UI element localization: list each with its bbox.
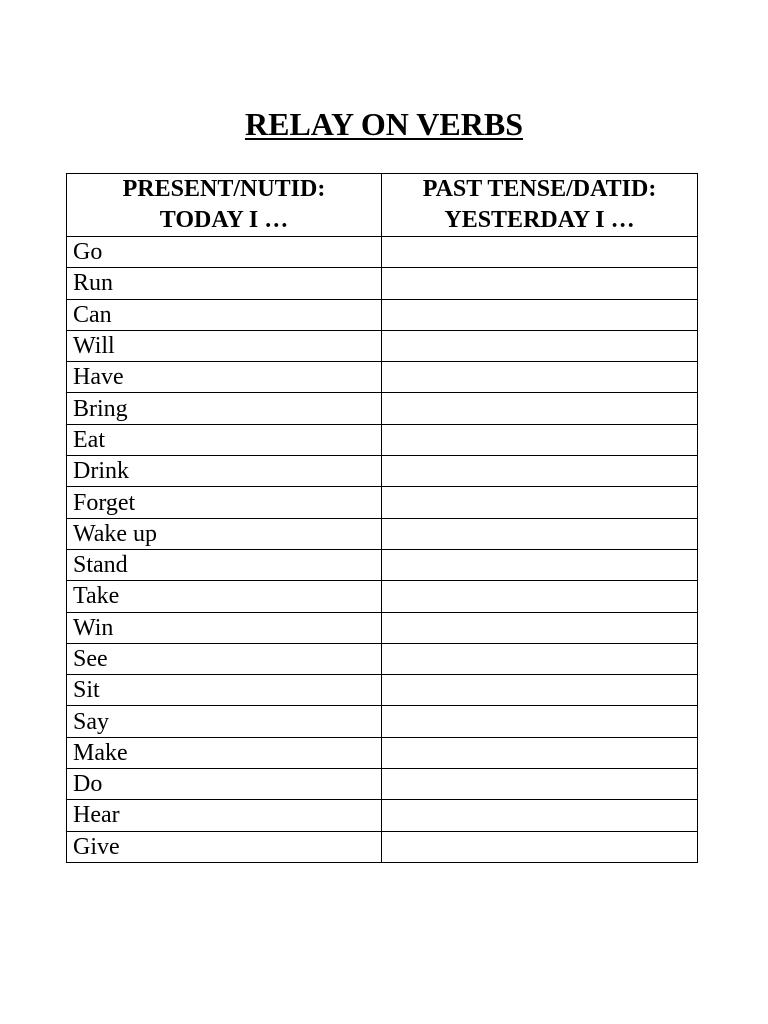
past-tense-cell[interactable]: [382, 581, 698, 612]
past-tense-cell[interactable]: [382, 643, 698, 674]
past-tense-cell[interactable]: [382, 612, 698, 643]
past-tense-cell[interactable]: [382, 769, 698, 800]
header-past: [382, 174, 698, 237]
header-present: [67, 174, 382, 237]
present-verb-cell: Will: [67, 330, 382, 361]
past-tense-cell[interactable]: [382, 549, 698, 580]
past-tense-cell[interactable]: [382, 393, 698, 424]
table-row: [67, 581, 698, 612]
present-verb-cell: Bring: [67, 393, 382, 424]
present-verb-cell: Do: [67, 769, 382, 800]
present-verb-cell: Drink: [67, 456, 382, 487]
past-tense-cell[interactable]: [382, 330, 698, 361]
past-tense-cell[interactable]: [382, 518, 698, 549]
table-row: [67, 643, 698, 674]
table-row: [67, 330, 698, 361]
header-past-line1: PAST TENSE/DATID:: [422, 176, 657, 202]
present-verb-cell: Take: [67, 581, 382, 612]
past-tense-cell[interactable]: [382, 237, 698, 268]
present-verb-cell: Can: [67, 299, 382, 330]
table-row: [67, 706, 698, 737]
table-row: [67, 549, 698, 580]
present-verb-cell: Wake up: [67, 518, 382, 549]
past-tense-cell[interactable]: [382, 424, 698, 455]
table-row: [67, 237, 698, 268]
present-verb-cell: Go: [67, 237, 382, 268]
present-verb-cell: Run: [67, 268, 382, 299]
present-verb-cell: Give: [67, 831, 382, 862]
table-row: [67, 675, 698, 706]
table-row: [67, 800, 698, 831]
present-verb-cell: Eat: [67, 424, 382, 455]
table-row: [67, 831, 698, 862]
table-header-row: [67, 174, 698, 237]
page-title-text: RELAY ON VERBS: [244, 106, 523, 142]
past-tense-cell[interactable]: [382, 362, 698, 393]
past-tense-cell[interactable]: [382, 268, 698, 299]
table-row: [67, 518, 698, 549]
past-tense-cell[interactable]: [382, 706, 698, 737]
table-row: [67, 268, 698, 299]
table-row: [67, 393, 698, 424]
past-tense-cell[interactable]: [382, 737, 698, 768]
table-row: [67, 456, 698, 487]
present-verb-cell: Sit: [67, 675, 382, 706]
header-present-line2: TODAY I …: [159, 207, 289, 233]
past-tense-cell[interactable]: [382, 299, 698, 330]
table-row: [67, 487, 698, 518]
table-row: [67, 769, 698, 800]
table-row: [67, 612, 698, 643]
page-title: [0, 104, 768, 144]
header-present-line1: PRESENT/NUTID:: [122, 176, 326, 202]
verbs-table: [66, 173, 698, 863]
present-verb-cell: See: [67, 643, 382, 674]
present-verb-cell: Win: [67, 612, 382, 643]
present-verb-cell: Stand: [67, 549, 382, 580]
past-tense-cell[interactable]: [382, 800, 698, 831]
past-tense-cell[interactable]: [382, 487, 698, 518]
table-row: [67, 362, 698, 393]
header-past-line2: YESTERDAY I …: [444, 207, 635, 233]
present-verb-cell: Hear: [67, 800, 382, 831]
present-verb-cell: Forget: [67, 487, 382, 518]
table-row: [67, 299, 698, 330]
past-tense-cell[interactable]: [382, 456, 698, 487]
table-row: [67, 424, 698, 455]
present-verb-cell: Have: [67, 362, 382, 393]
past-tense-cell[interactable]: [382, 675, 698, 706]
table-row: [67, 737, 698, 768]
present-verb-cell: Say: [67, 706, 382, 737]
present-verb-cell: Make: [67, 737, 382, 768]
past-tense-cell[interactable]: [382, 831, 698, 862]
